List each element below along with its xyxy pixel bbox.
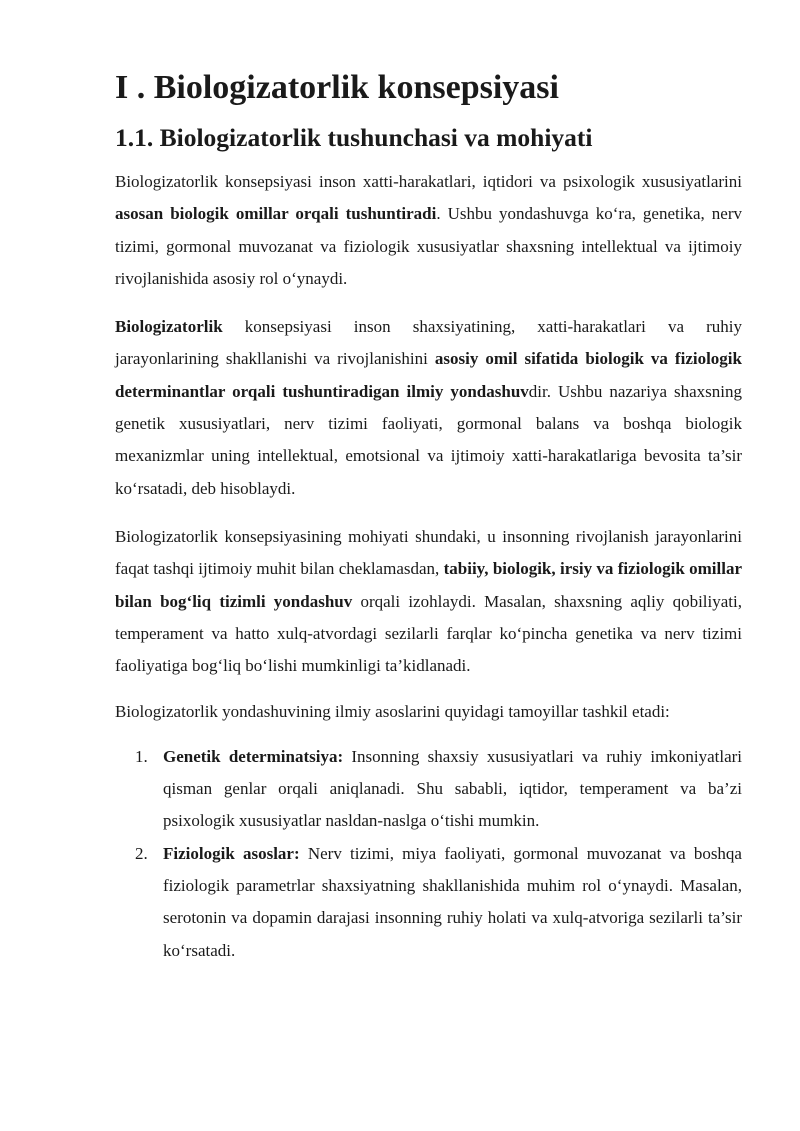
subsection-heading: 1.1. Biologizatorlik tushunchasi va mohiyati bbox=[115, 123, 593, 152]
list-item-label: Genetik determinatsiya: bbox=[163, 746, 344, 766]
list-item-text: Insonning shaxsiy xususiyatlari va ruhiy imkoniyatlari qisman genlar orqali aniqlanadi. Shu sababli, iqtidor, temperament va ba’zi psixologik xususiyatlar nasldan-naslga o‘tishi mumkin. bbox=[163, 746, 742, 831]
paragraph-bold-text: Biologizatorlik bbox=[115, 317, 223, 337]
paragraph-text: . Ushbu yondashuvga ko‘ra, genetika, nerv tizimi, gormonal muvozanat va fiziologik xususiyatlar shaxsning intellektual va ijtimoiy rivojlanishida asosiy rol o‘ynaydi. bbox=[115, 204, 742, 288]
list-item-label: Fiziologik asoslar: bbox=[163, 843, 300, 863]
list-item-text: Nerv tizimi, miya faoliyati, gormonal muvozanat va boshqa fiziologik parametrlar shaxsiyatning shakllanishida muhim rol o‘ynaydi. Masalan, serotonin va dopamin darajasi insonning ruhiy holati va xulq-atvoriga sezilarli ta’sir ko‘rsatadi. bbox=[163, 843, 742, 960]
paragraph-bold-text: asosan biologik omillar orqali tushuntiradi bbox=[115, 204, 437, 224]
principles-list bbox=[115, 741, 742, 967]
list-item bbox=[115, 838, 742, 967]
paragraph-concept bbox=[115, 311, 742, 505]
paragraph-text: Biologizatorlik konsepsiyasi inson xatti-harakatlari, iqtidori va psixologik xususiyatlarini bbox=[115, 172, 742, 191]
list-item-number: 1. bbox=[135, 746, 148, 766]
paragraph-bold-text: tabiiy, biologik, irsiy va fiziologik omillar bilan bog‘liq tizimli yondashuv bbox=[115, 559, 742, 611]
paragraph-text: orqali izohlaydi. Masalan, shaxsning aqliy qobiliyati, temperament va hatto xulq-atvordagi sezilarli farqlar ko‘pincha genetika va nerv tizimi faoliyatiga bog‘liq bo‘lishi mumkinligi ta’kidlanadi. bbox=[115, 591, 742, 676]
section-heading: I . Biologizatorlik konsepsiyasi bbox=[115, 69, 559, 106]
paragraph-text: konsepsiyasi inson shaxsiyatining, xatti-harakatlari va ruhiy jarayonlarining shakllanishi va rivojlanishini bbox=[115, 317, 742, 369]
paragraph-principles-intro: Biologizatorlik yondashuvining ilmiy asoslarini quyidagi tamoyillar tashkil etadi: bbox=[115, 702, 670, 722]
paragraph-text: dir. Ushbu nazariya shaxsning genetik xususiyatlari, nerv tizimi faoliyati, gormonal balans va boshqa biologik mexanizmlar uning intellektual, emotsional va ijtimoiy xatti-harakatlariga bevosita ta’sir ko‘rsatadi, deb hisoblaydi. bbox=[115, 381, 742, 498]
list-item bbox=[115, 741, 742, 838]
paragraph-definition bbox=[115, 166, 742, 295]
paragraph-bold-text: asosiy omil sifatida biologik va fiziologik determinantlar orqali tushuntiradigan ilmiy yondashuv bbox=[115, 349, 742, 401]
document-page bbox=[115, 70, 742, 967]
list-item-number: 2. bbox=[135, 843, 148, 863]
paragraph-essence bbox=[115, 521, 742, 682]
paragraph-text: Biologizatorlik konsepsiyasining mohiyati shundaki, u insonning rivojlanish jarayonlarini faqat tashqi ijtimoiy muhit bilan cheklamasdan, bbox=[115, 526, 742, 579]
